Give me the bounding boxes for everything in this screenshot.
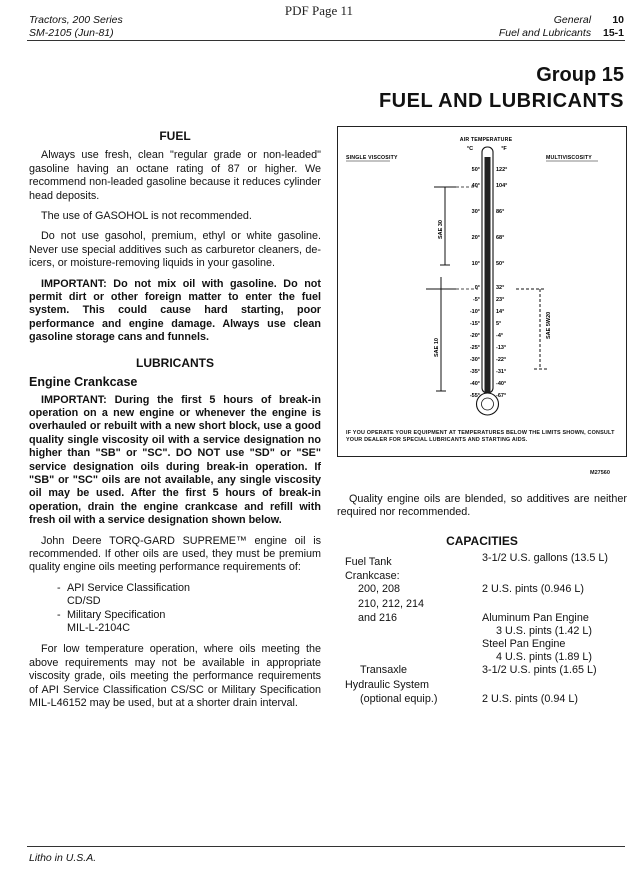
figure-id: M27560 <box>590 470 610 476</box>
celsius-tick-label: -25° <box>469 345 480 351</box>
celsius-tick-label: 50° <box>471 167 480 173</box>
list-item <box>57 582 321 609</box>
fuel-paragraph-3: Do not use gasohol, premium, ethyl or white gasoline. Never use special additives such as carburetor cleaners, de-icers, or moisture-removing liquids in your gasoline. <box>29 230 321 270</box>
fahrenheit-tick-label: -31° <box>496 369 507 375</box>
list-item-title: - API Service Classification <box>67 581 191 594</box>
list-item-value: CD/SD <box>67 595 101 608</box>
left-column <box>29 124 321 717</box>
fahrenheit-tick-label: 5° <box>496 321 502 327</box>
celsius-tick-label: -5° <box>472 297 480 303</box>
celsius-tick-label: -30° <box>469 357 480 363</box>
hydraulic-label-2: (optional equip.) <box>360 693 438 705</box>
celsius-tick-label: 0° <box>474 285 480 291</box>
fuel-paragraph-1: Always use fresh, clean "regular grade or non-leaded" gasoline having an octane rating of 87 or higher. We recommend non-leaded gasoline because it reduces cylinder head deposits. <box>29 149 321 202</box>
celsius-tick-label: 40° <box>471 183 480 189</box>
crankcase-paragraph-3: For low temperature operation, where oils meeting the above requirements may not be available in appropriate viscosity grade, oils meeting the performance requirements of API Service Classification CS/SC or Military Specification MIL-L46152 may be used, but at a shorter drain interval. <box>29 643 321 710</box>
aluminum-pan-label: Aluminum Pan Engine <box>482 612 589 624</box>
fahrenheit-tick-label: 23° <box>496 297 505 303</box>
fahrenheit-tick-label: -13° <box>496 345 507 351</box>
fuel-important-note: IMPORTANT: Do not mix oil with gasoline. Do not permit dirt or other foreign matter to enter the fuel system. This could cause hard starting, poor performance and engine damage. Always use clean gasoline storage cans and funnels. <box>29 277 321 344</box>
celsius-tick-label: 10° <box>471 261 480 267</box>
celsius-tick-label: -40° <box>469 381 480 387</box>
requirements-list <box>57 582 321 636</box>
celsius-tick-label: -10° <box>469 309 480 315</box>
celsius-tick-label: -35° <box>469 369 480 375</box>
fahrenheit-tick-label: 86° <box>496 209 505 215</box>
thermometer-mercury <box>485 157 491 393</box>
header-right <box>499 14 624 40</box>
list-item-value: MIL-L-2104C <box>67 622 131 634</box>
fahrenheit-tick-label: -4° <box>496 333 504 339</box>
fahrenheit-tick-label: -22° <box>496 357 507 363</box>
list-item <box>57 609 321 636</box>
transaxle-value: 3-1/2 U.S. pints (1.65 L) <box>482 664 597 676</box>
list-item-title: - Military Specification <box>67 608 166 621</box>
header-rule <box>27 40 625 41</box>
fahrenheit-tick-label: 104° <box>496 183 508 189</box>
sae5w20-label: SAE 5W20 <box>546 311 552 339</box>
pdf-page-label: PDF Page 11 <box>284 3 354 18</box>
blend-note: Quality engine oils are blended, so additives are neither required nor recommended. <box>337 493 627 519</box>
celsius-tick-label: -20° <box>469 333 480 339</box>
crankcase-models-2b: and 216 <box>358 612 398 624</box>
sae10-label: SAE 10 <box>434 338 440 357</box>
capacities-heading: CAPACITIES <box>446 534 518 548</box>
header-page-number: 10 <box>612 14 624 26</box>
fahrenheit-tick-label: 32° <box>496 285 505 291</box>
header-manual-id: SM-2105 (Jun-81) <box>29 27 114 39</box>
thermometer-bulb-inner <box>482 398 494 410</box>
fahrenheit-unit: °F <box>501 146 507 152</box>
header-section: General <box>553 14 592 26</box>
fahrenheit-tick-label: 122° <box>496 167 508 173</box>
crankcase-models-2a: 210, 212, 214 <box>358 598 425 610</box>
celsius-tick-label: 20° <box>471 235 480 241</box>
multiviscosity-label: MULTIVISCOSITY <box>546 155 592 161</box>
viscosity-chart <box>337 126 627 457</box>
sae10-range-bracket <box>426 277 456 391</box>
hydraulic-value: 2 U.S. pints (0.94 L) <box>482 693 579 705</box>
aluminum-pan-value: 3 U.S. pints (1.42 L) <box>496 625 593 637</box>
header-left <box>29 14 123 40</box>
engine-crankcase-heading: Engine Crankcase <box>29 375 138 390</box>
crankcase-label: Crankcase: <box>345 570 400 582</box>
header-subsection: Fuel and Lubricants <box>498 27 592 39</box>
air-temperature-title: AIR TEMPERATURE <box>459 137 513 143</box>
fuel-tank-value: 3-1/2 U.S. gallons (13.5 L) <box>482 552 609 564</box>
celsius-unit: °C <box>466 146 474 152</box>
fahrenheit-tick-label: 50° <box>496 261 505 267</box>
single-viscosity-label: SINGLE VISCOSITY <box>346 155 398 161</box>
chart-footnote: IF YOU OPERATE YOUR EQUIPMENT AT TEMPERATURES BELOW THE LIMITS SHOWN, CONSULT YOUR DEALER FOR SPECIAL LUBRICANTS AND STARTING AIDS. <box>346 430 615 443</box>
crankcase-models-1: 200, 208 <box>358 583 401 595</box>
footer-rule <box>27 846 625 847</box>
crankcase-paragraph-2: John Deere TORQ-GARD SUPREME™ engine oil is recommended. If other oils are used, they must be premium quality engine oils meeting performance requirements of: <box>29 534 321 574</box>
hydraulic-label-1: Hydraulic System <box>345 679 429 691</box>
fuel-tank-label: Fuel Tank <box>345 556 392 568</box>
footer-litho: Litho in U.S.A. <box>29 852 97 864</box>
celsius-tick-label: -55° <box>469 393 480 399</box>
celsius-tick-label: 30° <box>471 209 480 215</box>
crankcase-important-note: IMPORTANT: During the first 5 hours of break-in operation on a new engine or whenever the engine is overhauled or rebuilt with a new short block, use a good quality single viscosity oil with a service designation no higher than "SB" or "SC". DO NOT use "SD" or "SE" service designation oils during break-in operation. If "SB" or "SC" oils are not available, any single viscosity oil may be used. After the first 5 hours of break-in operation, drain the engine crankcase and refill with fresh oil with a service designation shown below. <box>29 393 321 527</box>
fuel-paragraph-2: The use of GASOHOL is not recommended. <box>41 210 252 223</box>
sae5w20-range-bracket <box>516 289 548 369</box>
group-title: FUEL AND LUBRICANTS <box>378 90 624 112</box>
fuel-heading: FUEL <box>159 129 191 143</box>
fahrenheit-tick-label: 68° <box>496 235 505 241</box>
steel-pan-value: 4 U.S. pints (1.89 L) <box>496 651 593 663</box>
header-subpage: 15-1 <box>602 27 624 39</box>
sae30-label: SAE 30 <box>438 220 444 239</box>
fahrenheit-tick-label: -40° <box>496 381 507 387</box>
fahrenheit-tick-label: 14° <box>496 309 505 315</box>
steel-pan-label: Steel Pan Engine <box>482 638 566 650</box>
blend-note-block <box>337 493 627 527</box>
thermometer-diagram <box>338 127 626 456</box>
transaxle-label: Transaxle <box>360 664 408 676</box>
lubricants-heading: LUBRICANTS <box>136 355 214 370</box>
header-series: Tractors, 200 Series <box>29 14 123 26</box>
fahrenheit-tick-label: -67° <box>496 393 507 399</box>
crankcase-value-1: 2 U.S. pints (0.946 L) <box>482 583 585 595</box>
group-label: Group 15 <box>536 64 624 86</box>
celsius-tick-label: -15° <box>469 321 480 327</box>
